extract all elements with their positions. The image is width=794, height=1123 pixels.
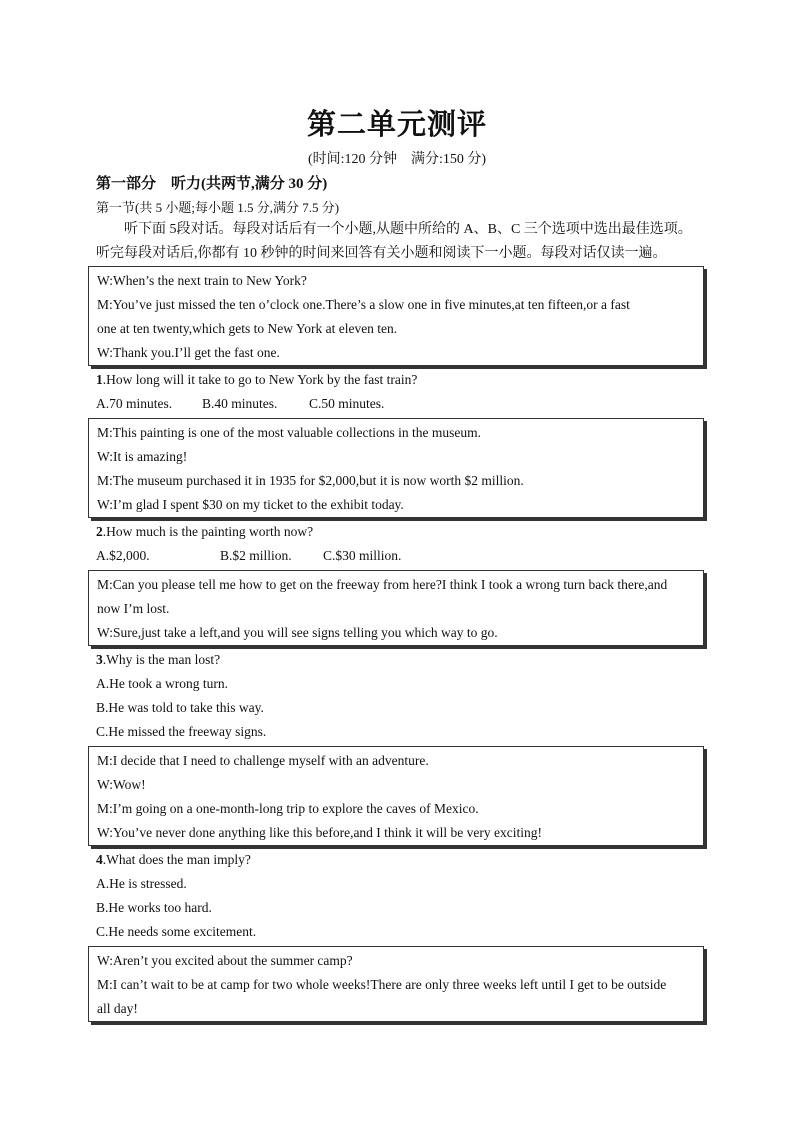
- option-c: C.He missed the freeway signs.: [96, 724, 267, 739]
- question-2: [96, 520, 706, 568]
- question-stem: [96, 848, 706, 872]
- dialogue-line: M:The museum purchased it in 1935 for $2,000,but it is now worth $2 million.: [97, 473, 524, 488]
- dialogue-line: W:It is amazing!: [97, 449, 188, 464]
- dialogue-line: M:Can you please tell me how to get on the freeway from here?I think I took a wrong turn back there,and: [97, 577, 668, 592]
- question-stem: [96, 368, 706, 392]
- dialogue-line: M:I’m going on a one-month-long trip to explore the caves of Mexico.: [97, 801, 479, 816]
- question-stem: [96, 520, 706, 544]
- option-a: A.$2,000.: [96, 548, 150, 563]
- question-number: 4: [96, 852, 103, 867]
- question-3: [96, 648, 706, 744]
- option-c: C.50 minutes.: [309, 396, 385, 411]
- dialogue-line: all day!: [97, 1001, 138, 1016]
- question-number: 1: [96, 372, 103, 387]
- dialogue-line: W:When’s the next train to New York?: [97, 273, 307, 288]
- dialogue-line: M:You’ve just missed the ten o’clock one.There’s a slow one in five minutes,at ten fifteen,or a fast: [97, 297, 630, 312]
- question-number: 2: [96, 524, 103, 539]
- part-label: 第一部分: [96, 176, 157, 192]
- dialogue-line: W:Wow!: [97, 777, 146, 792]
- option-c: C.$30 million.: [323, 548, 402, 563]
- question-text: .What does the man imply?: [102, 852, 251, 867]
- question-number: 3: [96, 652, 103, 667]
- option-a: A.He is stressed.: [96, 876, 187, 891]
- option-a: A.70 minutes.: [96, 396, 173, 411]
- dialogue-box-3: [88, 570, 704, 646]
- page-title: 第二单元测评: [306, 109, 487, 141]
- question-text: .How long will it take to go to New York by the fast train?: [102, 372, 418, 387]
- part-heading: [96, 172, 327, 193]
- dialogue-line: W:Sure,just take a left,and you will see signs telling you which way to go.: [97, 625, 498, 640]
- question-options: [96, 392, 706, 416]
- question-options: [96, 544, 706, 568]
- instructions-line-1: 听下面 5段对话。每段对话后有一个小题,从题中所给的 A、B、C 三个选项中选出最佳选项。: [124, 222, 692, 237]
- instructions-line-2: 听完每段对话后,你都有 10 秒钟的时间来回答有关小题和阅读下一小题。每段对话仅读一遍。: [96, 246, 667, 261]
- option-a: A.He took a wrong turn.: [96, 676, 228, 691]
- option-b: B.He works too hard.: [96, 900, 212, 915]
- dialogue-line: W:You’ve never done anything like this before,and I think it will be very exciting!: [97, 825, 543, 840]
- dialogue-box-5: [88, 946, 704, 1022]
- question-text: .Why is the man lost?: [102, 652, 221, 667]
- option-b: B.$2 million.: [220, 548, 292, 563]
- dialogue-line: M:This painting is one of the most valuable collections in the museum.: [97, 425, 481, 440]
- part-text: 听力(共两节,满分 30 分): [171, 176, 328, 192]
- dialogue-line: W:Aren’t you excited about the summer camp?: [97, 953, 353, 968]
- dialogue-line: one at ten twenty,which gets to New York at eleven ten.: [97, 321, 398, 336]
- dialogue-box-1: [88, 266, 704, 366]
- question-stem: [96, 648, 706, 672]
- dialogue-line: W:I’m glad I spent $30 on my ticket to the exhibit today.: [97, 497, 404, 512]
- dialogue-line: now I’m lost.: [97, 601, 170, 616]
- dialogue-box-2: [88, 418, 704, 518]
- section-heading: 第一节(共 5 小题;每小题 1.5 分,满分 7.5 分): [96, 200, 340, 215]
- question-4: [96, 848, 706, 944]
- dialogue-line: M:I decide that I need to challenge myself with an adventure.: [97, 753, 429, 768]
- option-b: B.40 minutes.: [202, 396, 278, 411]
- dialogue-box-4: [88, 746, 704, 846]
- option-b: B.He was told to take this way.: [96, 700, 264, 715]
- dialogue-line: W:Thank you.I’ll get the fast one.: [97, 345, 280, 360]
- dialogue-line: M:I can’t wait to be at camp for two whole weeks!There are only three weeks left until I get to be outside: [97, 977, 667, 992]
- exam-time-score: (时间:120 分钟 满分:150 分): [307, 152, 487, 167]
- question-1: [96, 368, 706, 416]
- question-text: .How much is the painting worth now?: [102, 524, 314, 539]
- option-c: C.He needs some excitement.: [96, 924, 257, 939]
- instructions: [96, 218, 708, 266]
